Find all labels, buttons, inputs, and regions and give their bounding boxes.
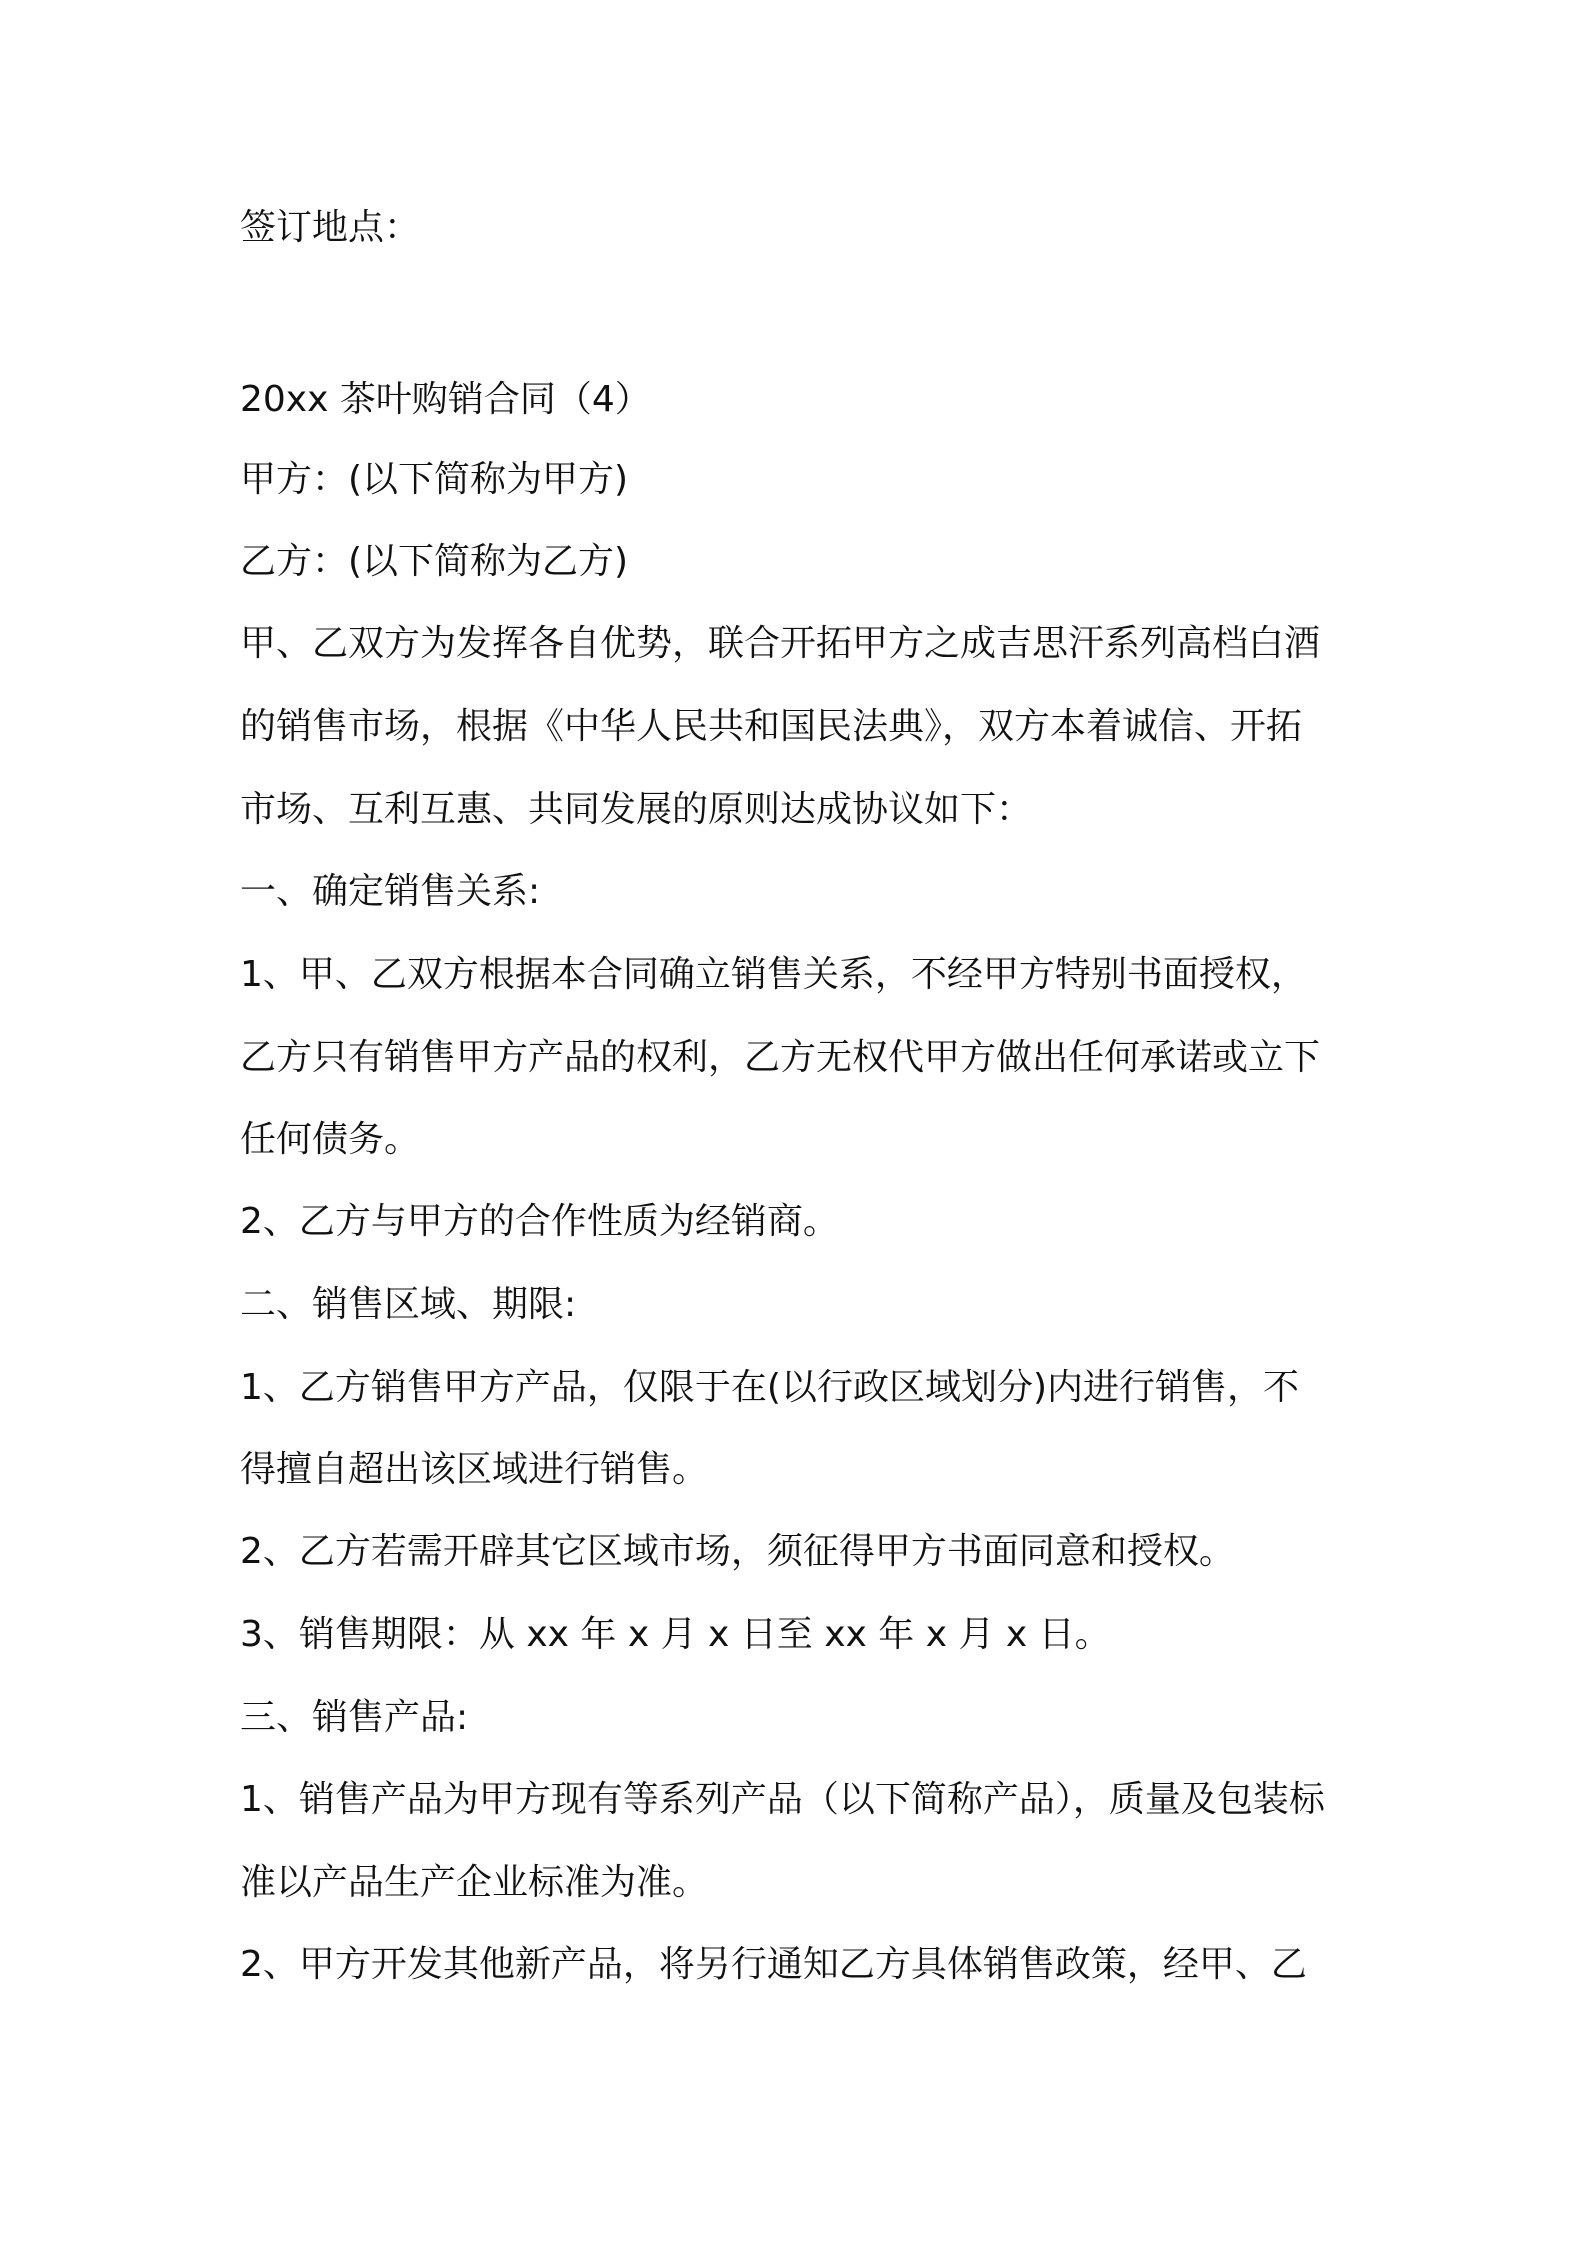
clause-line: 3、销售期限：从 xx 年 x 月 x 日至 xx 年 x 月 x 日。 — [240, 1614, 1111, 1655]
section-heading: 一、确定销售关系: — [240, 871, 541, 912]
clause-line: 1、甲、乙双方根据本合同确立销售关系，不经甲方特别书面授权， — [240, 954, 1307, 995]
contract-title: 20xx 茶叶购销合同（4） — [240, 379, 651, 420]
section-heading: 二、销售区域、期限: — [240, 1284, 577, 1325]
party-a-line: 甲方：(以下简称为甲方) — [240, 459, 629, 500]
clause-line: 任何债务。 — [240, 1119, 421, 1160]
clause-line: 2、甲方开发其他新产品，将另行通知乙方具体销售政策，经甲、乙 — [240, 1944, 1307, 1985]
clause-line: 准以产品生产企业标准为准。 — [240, 1862, 709, 1903]
intro-line: 市场、互利互惠、共同发展的原则达成协议如下： — [240, 789, 1033, 830]
party-b-line: 乙方：(以下简称为乙方) — [240, 541, 629, 582]
intro-line: 的销售市场，根据《中华人民共和国民法典》，双方本着诚信、开拓 — [240, 706, 1303, 747]
clause-line: 乙方只有销售甲方产品的权利，乙方无权代甲方做出任何承诺或立下 — [240, 1037, 1321, 1078]
clause-line: 得擅自超出该区域进行销售。 — [240, 1449, 709, 1490]
clause-line: 2、乙方若需开辟其它区域市场，须征得甲方书面同意和授权。 — [240, 1531, 1235, 1572]
signing-place: 签订地点： — [240, 207, 421, 248]
section-heading: 三、销售产品: — [240, 1697, 469, 1738]
clause-line: 1、销售产品为甲方现有等系列产品（以下简称产品），质量及包装标 — [240, 1779, 1325, 1820]
intro-line: 甲、乙双方为发挥各自优势，联合开拓甲方之成吉思汗系列高档白酒 — [240, 623, 1321, 664]
clause-line: 2、乙方与甲方的合作性质为经销商。 — [240, 1201, 839, 1242]
clause-line: 1、乙方销售甲方产品，仅限于在(以行政区域划分)内进行销售，不 — [240, 1367, 1299, 1408]
